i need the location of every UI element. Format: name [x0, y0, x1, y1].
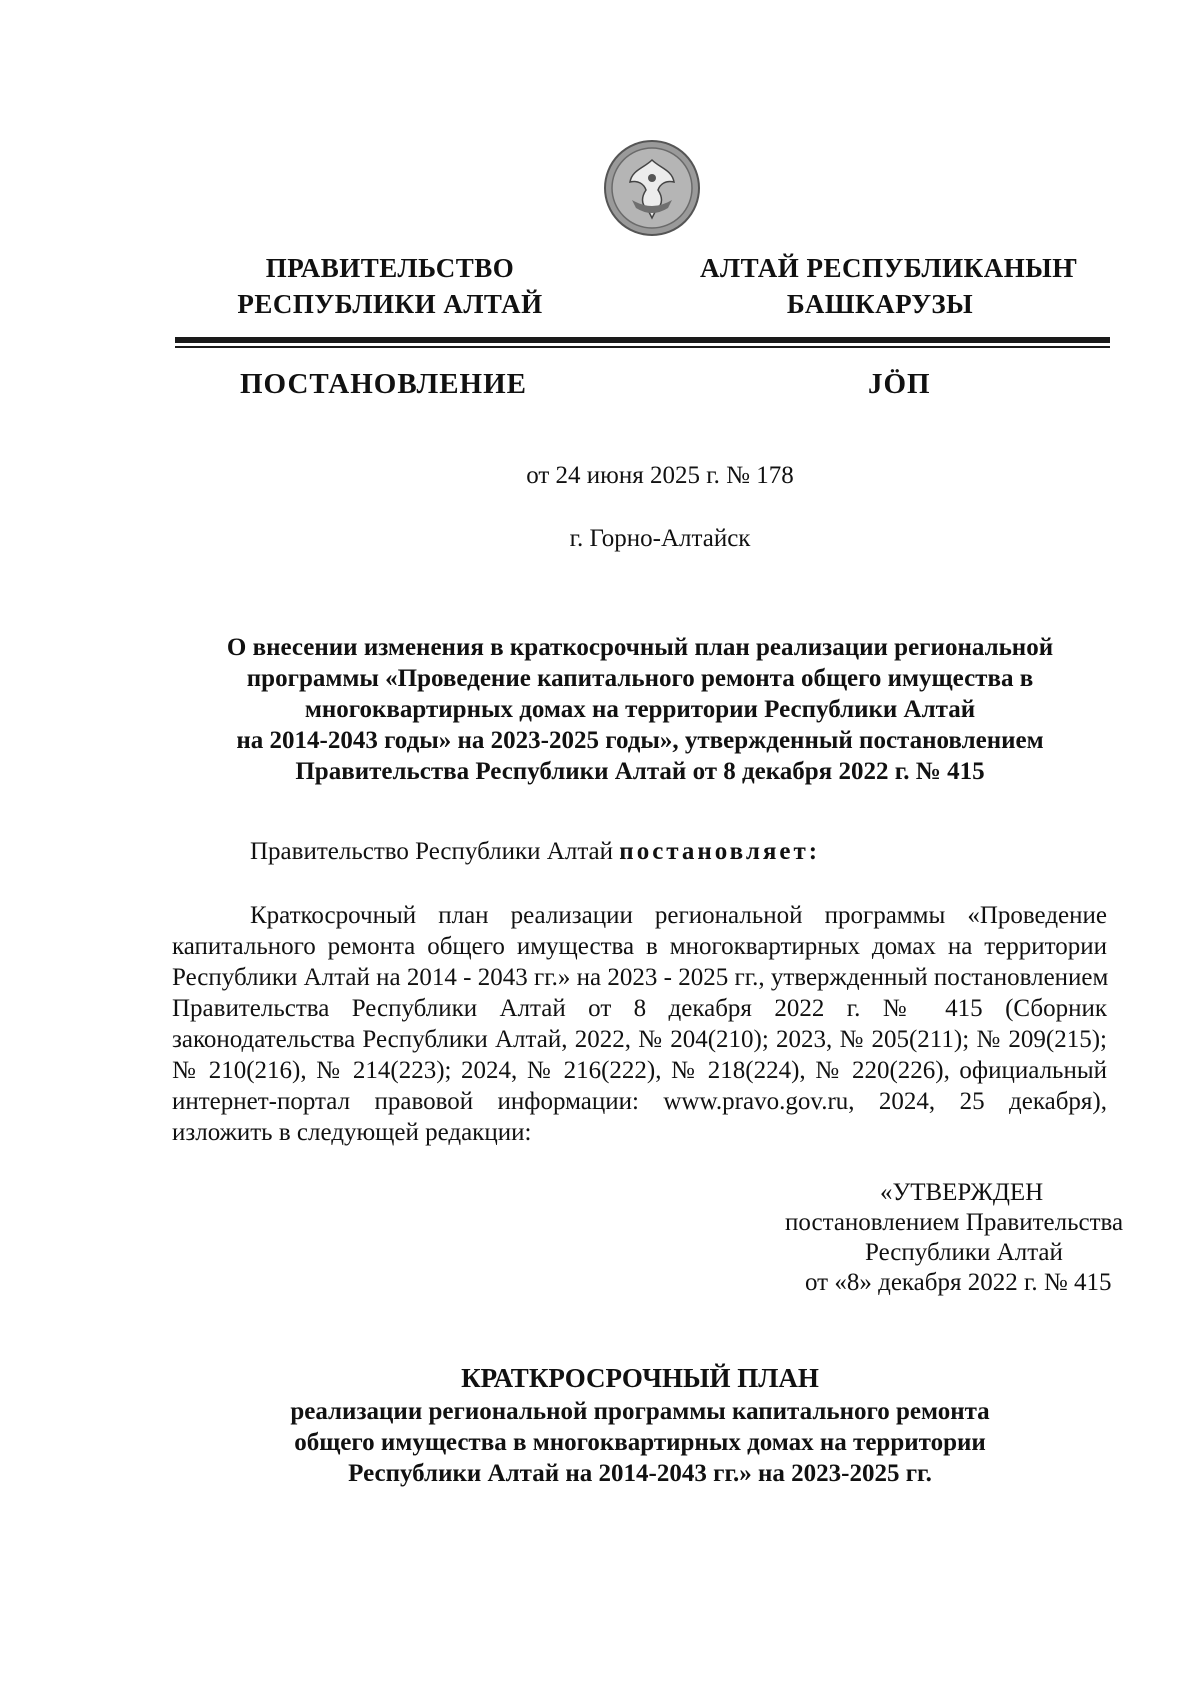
body-line: № 210(216), № 214(223); 2024, № 216(222), № 218(224), № 220(226), официальный [172, 1057, 1107, 1084]
approval-line: Республики Алтай [865, 1239, 1063, 1266]
body-line: Республики Алтай на 2014 - 2043 гг.» на 2023 - 2025 гг., утвержденный постановлением [172, 964, 1109, 991]
preamble-decree-word: постановляет: [619, 838, 821, 865]
header-divider-thick [175, 337, 1110, 343]
government-name-ru-line1: ПРАВИТЕЛЬСТВО [265, 253, 515, 283]
body-line: изложить в следующей редакции: [172, 1119, 532, 1146]
doc-type-ru: ПОСТАНОВЛЕНИЕ [240, 368, 528, 400]
plan-title [170, 1360, 1110, 1489]
government-name-alt-line1: АЛТАЙ РЕСПУБЛИКАНЫҤ [700, 253, 1078, 283]
document-title [170, 632, 1110, 787]
preamble-text: Правительство Республики Алтай [250, 838, 620, 865]
plan-title-line: общего имущества в многоквартирных домах на территории [294, 1429, 986, 1456]
title-line: программы «Проведение капитального ремонта общего имущества в [246, 665, 1034, 692]
body-line: капитального ремонта общего имущества в многоквартирных домах на территории [172, 933, 1107, 960]
preamble [250, 838, 820, 866]
plan-title-line: Республики Алтай на 2014-2043 гг.» на 2023-2025 гг. [348, 1460, 932, 1487]
approval-line: от «8» декабря 2022 г. № 415 [805, 1269, 1112, 1296]
body-line: интернет-портал правовой информации: www.pravo.gov.ru, 2024, 25 декабря), [172, 1088, 1107, 1115]
plan-title-line: реализации региональной программы капитального ремонта [290, 1398, 990, 1425]
body-line: Правительства Республики Алтай от 8 декабря 2022 г. № 415 (Сборник [172, 995, 1107, 1022]
altai-republic-emblem-icon [602, 138, 702, 238]
header-divider-thin [175, 346, 1110, 348]
city: г. Горно-Алтайск [569, 525, 751, 552]
government-name-ru-line2: РЕСПУБЛИКИ АЛТАЙ [237, 289, 543, 319]
government-name-alt-line2: БАШКАРУЗЫ [786, 289, 974, 319]
doc-type-alt: JӦП [868, 368, 931, 400]
government-name-ru [200, 250, 580, 322]
body-line: законодательства Республики Алтай, 2022, № 204(210); 2023, № 205(211); № 209(215); [172, 1026, 1107, 1053]
government-name-alt [700, 250, 1078, 322]
body-paragraph [172, 900, 1107, 1148]
approval-line: постановлением Правительства [785, 1209, 1124, 1236]
body-line: Краткосрочный план реализации региональной программы «Проведение [250, 902, 1107, 929]
date-number: от 24 июня 2025 г. № 178 [526, 462, 794, 489]
title-line: Правительства Республики Алтай от 8 декабря 2022 г. № 415 [295, 758, 985, 785]
title-line: на 2014-2043 годы» на 2023-2025 годы», утвержденный постановлением [236, 727, 1044, 754]
approval-line: «УТВЕРЖДЕН [880, 1179, 1044, 1206]
approval-stamp [700, 1178, 1150, 1298]
title-line: О внесении изменения в краткосрочный план реализации региональной [226, 634, 1054, 661]
plan-title-main: КРАТКРОСРОЧНЫЙ ПЛАН [461, 1363, 819, 1393]
title-line: многоквартирных домах на территории Республики Алтай [304, 696, 976, 723]
